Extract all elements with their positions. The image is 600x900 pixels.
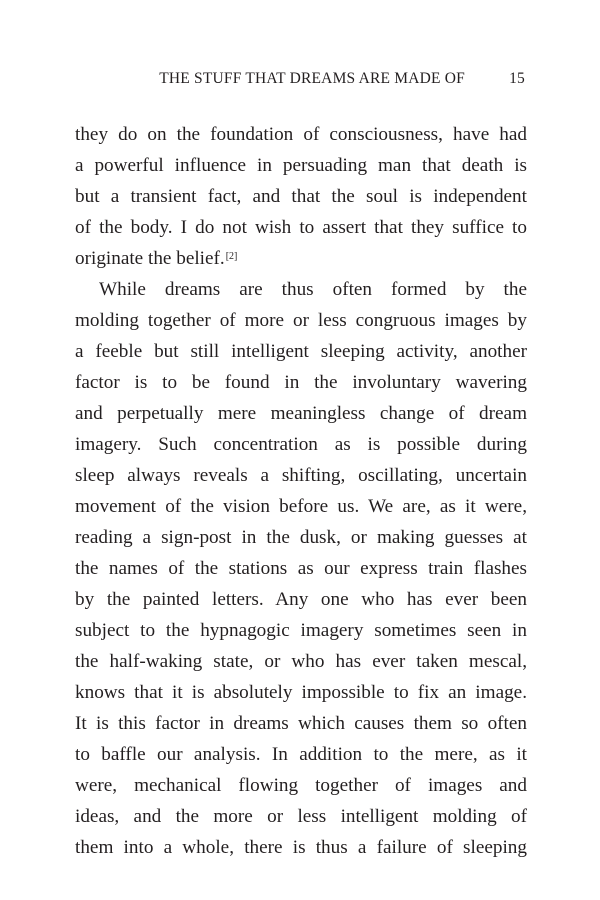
text-line: reading a sign-post in the dusk, or making guesses at [75, 527, 527, 548]
paragraph-1 [75, 119, 527, 274]
text-line: movement of the vision before us. We are, as it were, [75, 496, 527, 517]
text-line: were, mechanical flowing together of images and [75, 775, 527, 796]
text-line [75, 243, 527, 274]
text-line: and perpetually mere meaningless change of dream [75, 403, 527, 424]
text-line: knows that it is absolutely impossible to fix an image. [75, 682, 527, 703]
text-line: a powerful influence in persuading man that death is [75, 155, 527, 176]
text-line: the half-waking state, or who has ever taken mescal, [75, 651, 527, 672]
text-line: ideas, and the more or less intelligent molding of [75, 806, 527, 827]
text-line: subject to the hypnagogic imagery sometimes seen in [75, 620, 527, 641]
paragraph-2 [75, 274, 527, 863]
text-line: sleep always reveals a shifting, oscillating, uncertain [75, 465, 527, 486]
text-line: by the painted letters. Any one who has ever been [75, 589, 527, 610]
text-line: molding together of more or less congruous images by [75, 310, 527, 331]
text-line: factor is to be found in the involuntary wavering [75, 372, 527, 393]
page-number: 15 [509, 70, 525, 87]
text-line: but a transient fact, and that the soul is independent [75, 186, 527, 207]
text-line: of the body. I do not wish to assert that they suffice to [75, 217, 527, 238]
text-line: It is this factor in dreams which causes them so often [75, 713, 527, 734]
running-title: THE STUFF THAT DREAMS ARE MADE OF [159, 70, 465, 87]
text-line: While dreams are thus often formed by the [99, 279, 527, 300]
footnote-reference[interactable]: [2] [225, 251, 238, 262]
text-line: they do on the foundation of consciousness, have had [75, 124, 527, 145]
text-line: to baffle our analysis. In addition to the mere, as it [75, 744, 527, 765]
body-text [75, 119, 527, 863]
text-line: a feeble but still intelligent sleeping activity, another [75, 341, 527, 362]
running-header [75, 70, 527, 94]
text-line: imagery. Such concentration as is possible during [75, 434, 527, 455]
text-line-content: originate the belief. [75, 248, 225, 269]
text-line: them into a whole, there is thus a failure of sleeping [75, 837, 527, 858]
text-line: the names of the stations as our express train flashes [75, 558, 527, 579]
